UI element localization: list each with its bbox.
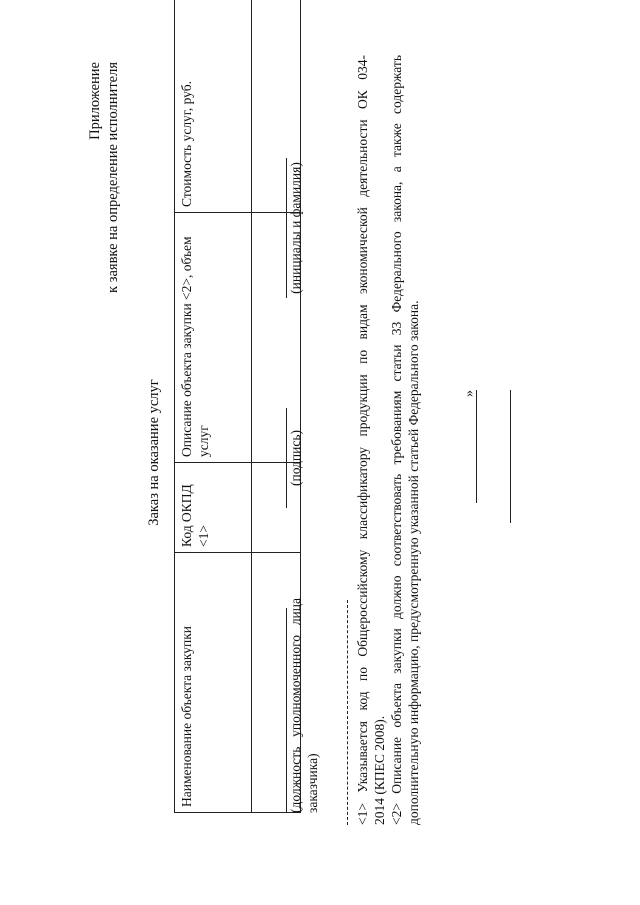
date-year-line[interactable] [510,390,511,523]
date-closing-quote: » [462,390,477,397]
date-day-month-line[interactable] [476,390,477,503]
column-header-okpd-code: Код ОКПД <1> [175,463,252,553]
order-title: Заказ на оказание услуг [146,379,162,526]
footnote-1-continued: 2014 (КПЕС 2008). [372,715,387,825]
signature-line [286,408,287,508]
signature-label: (подпись) [288,429,303,487]
services-order-table [174,0,301,813]
footnote-2-continued: дополнительную информацию, предусмотренную указанной статьей Федерального закона. [406,300,421,825]
column-header-object-name: Наименование объекта закупки [175,553,252,813]
footnote-separator [347,600,348,825]
position-signature-line [286,608,287,813]
footnote-2: <2> Описание объекта закупки должно соответствовать требованиям статьи 33 Федерального закона, а также содержать [389,55,404,825]
position-label-continued: заказчика) [305,753,320,813]
column-header-object-description: Описание объекта закупки <2>, объем услуг [175,213,252,463]
appendix-title: Приложение [87,62,103,140]
table-header-row [175,0,252,813]
appendix-subtitle: к заявке на определение исполнителя [105,62,121,293]
name-signature-line [286,158,287,298]
position-label: (должность уполномоченного лица [288,598,303,813]
column-header-services-cost: Стоимость услуг, руб. [175,0,252,213]
name-label: (инициалы и фамилия) [288,162,303,294]
footnote-1: <1> Указывается код по Общероссийскому классификатору продукции по видам экономической деятельности ОК 034- [355,55,370,825]
